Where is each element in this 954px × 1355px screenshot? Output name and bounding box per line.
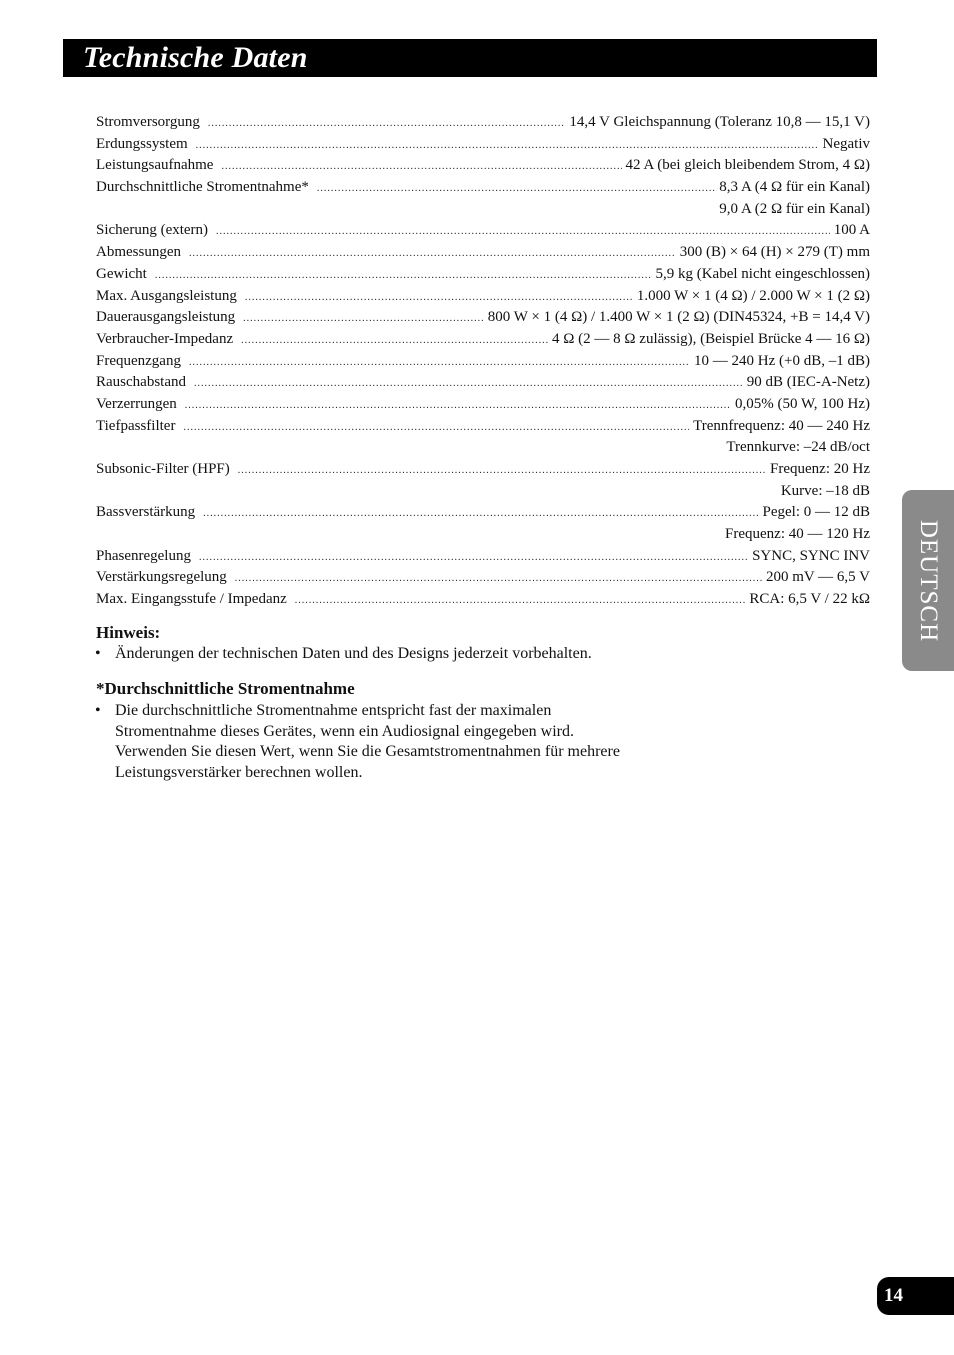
dot-leader xyxy=(317,178,715,200)
spec-label: Rauschabstand xyxy=(96,374,186,391)
spec-value: 90 dB (IEC-A-Netz) xyxy=(746,374,870,391)
dot-leader xyxy=(155,265,652,287)
spec-label: Bassverstärkung xyxy=(96,504,196,521)
title-bar xyxy=(63,39,877,77)
footnote-item xyxy=(95,701,620,783)
spec-row xyxy=(96,286,870,308)
spec-label: Sicherung (extern) xyxy=(96,222,209,239)
spec-label: Dauerausgangsleistung xyxy=(96,309,236,326)
spec-row xyxy=(96,524,870,546)
spec-label: Subsonic-Filter (HPF) xyxy=(96,461,230,477)
spec-row xyxy=(96,589,870,611)
spec-label: Verzerrungen xyxy=(96,395,177,412)
spec-row xyxy=(96,307,870,329)
spec-value: Frequenz: 40 — 120 Hz xyxy=(725,526,870,543)
spec-label: Abmessungen xyxy=(96,244,181,261)
spec-value: 14,4 V Gleichspannung (Toleranz 10,8 — 15,1 V) xyxy=(569,114,870,130)
footnote-line: Die durchschnittliche Stromentnahme entspricht fast der maximalen xyxy=(115,702,552,719)
spec-row xyxy=(96,372,870,394)
footnote-line: Stromentnahme dieses Gerätes, wenn ein Audiosignal eingegeben wird. xyxy=(115,722,574,740)
spec-value: SYNC, SYNC INV xyxy=(752,547,870,564)
spec-value: 10 — 240 Hz (+0 dB, –1 dB) xyxy=(694,352,870,369)
dot-leader xyxy=(196,135,819,157)
spec-list xyxy=(96,112,870,611)
spec-row xyxy=(96,177,870,199)
dot-leader xyxy=(235,568,762,590)
spec-row xyxy=(96,242,870,264)
spec-row xyxy=(96,264,870,286)
spec-value: RCA: 6,5 V / 22 kΩ xyxy=(749,591,870,608)
footnote-line: Leistungsverstärker berechnen wollen. xyxy=(115,763,363,781)
dot-leader xyxy=(194,373,743,395)
spec-row xyxy=(96,546,870,568)
spec-label: Max. Eingangsstufe / Impedanz xyxy=(96,591,287,608)
spec-row xyxy=(96,112,870,134)
spec-value: 100 A xyxy=(833,222,870,239)
spec-label: Stromversorgung xyxy=(96,114,200,130)
dot-leader xyxy=(243,308,484,330)
spec-value: 800 W × 1 (4 Ω) / 1.400 W × 1 (2 Ω) (DIN45324, +B = 14,4 V) xyxy=(487,309,870,326)
spec-row xyxy=(96,437,870,459)
dot-leader xyxy=(216,221,830,243)
spec-value: 0,05% (50 W, 100 Hz) xyxy=(735,395,870,412)
footnote-heading: *Durchschnittliche Stromentnahme xyxy=(96,679,355,698)
spec-value: 9,0 A (2 Ω für ein Kanal) xyxy=(719,200,870,217)
note-heading: Hinweis: xyxy=(96,623,161,642)
spec-value: 300 (B) × 64 (H) × 279 (T) mm xyxy=(679,244,870,261)
spec-label: Leistungsaufnahme xyxy=(96,157,214,174)
language-tab-label: DEUTSCH xyxy=(915,519,942,642)
spec-value: Frequenz: 20 Hz xyxy=(770,461,870,477)
dot-leader xyxy=(185,395,731,417)
spec-value: 42 A (bei gleich bleibendem Strom, 4 Ω) xyxy=(625,157,870,174)
dot-leader xyxy=(241,330,548,352)
spec-value: 4 Ω (2 — 8 Ω zulässig), (Beispiel Brücke 4 — 16 Ω) xyxy=(552,330,870,347)
spec-value: 8,3 A (4 Ω für ein Kanal) xyxy=(719,179,870,196)
spec-row xyxy=(96,199,870,221)
language-tab xyxy=(902,490,954,671)
dot-leader xyxy=(221,156,621,178)
spec-value: 5,9 kg (Kabel nicht eingeschlossen) xyxy=(655,265,870,282)
bullet-mark: • xyxy=(95,702,101,719)
spec-row xyxy=(96,351,870,373)
page-title: Technische Daten xyxy=(83,41,308,74)
spec-label: Erdungssystem xyxy=(96,135,188,152)
spec-label: Durchschnittliche Stromentnahme* xyxy=(96,179,309,196)
spec-value: 200 mV — 6,5 V xyxy=(765,569,870,586)
footnote-text xyxy=(115,701,620,783)
dot-leader xyxy=(189,243,676,265)
dot-leader xyxy=(203,503,758,525)
dot-leader xyxy=(189,352,690,374)
note-text: Änderungen der technischen Daten und des Designs jederzeit vorbehalten. xyxy=(115,645,592,662)
spec-value: 1.000 W × 1 (4 Ω) / 2.000 W × 1 (2 Ω) xyxy=(636,287,870,304)
spec-label: Max. Ausgangsleistung xyxy=(96,287,237,304)
spec-row xyxy=(96,459,870,481)
dot-leader xyxy=(295,590,746,612)
spec-row xyxy=(96,394,870,416)
dot-leader xyxy=(238,460,766,482)
spec-label: Frequenzgang xyxy=(96,352,181,369)
spec-row xyxy=(96,220,870,242)
spec-label: Phasenregelung xyxy=(96,547,191,564)
spec-row xyxy=(96,155,870,177)
spec-value: Kurve: –18 dB xyxy=(780,482,870,499)
spec-value: Trennkurve: –24 dB/oct xyxy=(726,439,870,456)
dot-leader xyxy=(183,417,689,439)
spec-row xyxy=(96,481,870,503)
spec-value: Pegel: 0 — 12 dB xyxy=(762,504,870,521)
spec-label: Tiefpassfilter xyxy=(96,417,176,434)
bullet-mark: • xyxy=(95,645,101,662)
dot-leader xyxy=(208,113,566,135)
dot-leader xyxy=(199,547,748,569)
spec-label: Verstärkungsregelung xyxy=(96,569,227,586)
spec-row xyxy=(96,134,870,156)
footnote-line: Verwenden Sie diesen Wert, wenn Sie die Gesamtstromentnahmen für mehrere xyxy=(115,743,620,760)
spec-row xyxy=(96,502,870,524)
spec-value: Trennfrequenz: 40 — 240 Hz xyxy=(693,417,870,434)
spec-row xyxy=(96,567,870,589)
spec-value: Negativ xyxy=(822,135,870,152)
note-item xyxy=(95,644,592,665)
dot-leader xyxy=(245,287,633,309)
spec-row xyxy=(96,416,870,438)
spec-row xyxy=(96,329,870,351)
page-number: 14 xyxy=(884,1285,903,1306)
spec-label: Gewicht xyxy=(96,265,147,282)
spec-label: Verbraucher-Impedanz xyxy=(96,330,234,347)
page-number-badge xyxy=(877,1277,954,1315)
